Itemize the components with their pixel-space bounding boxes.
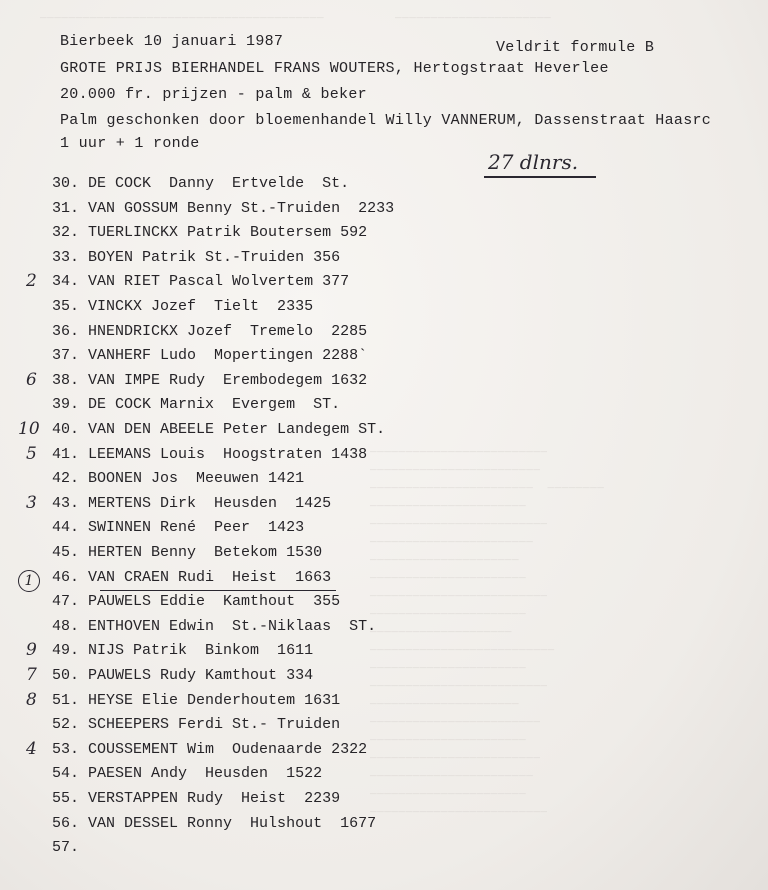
entry-number: 40. (52, 421, 80, 438)
placing-mark: 9 (26, 640, 37, 661)
show-through-texture: _________________________ ________________________ _______________________ ________ ______________________ _________________________ _______________________ _____________________ ______________________ _________________________ ______________________ ____________________ __________________________ ______________________ _________________________ _____________________ ________________________ ______________________ ________________________ _______________________ ______________________ _________________________ (370, 443, 605, 815)
entry-rider: TUERLINCKX Patrik Boutersem 592 (88, 224, 368, 242)
duration: 1 uur + 1 ronde (60, 135, 200, 152)
entry-rider: VAN RIET Pascal Wolvertem 377 (88, 273, 350, 291)
list-item (52, 323, 367, 340)
entry-rider: VANHERF Ludo Mopertingen 2288` (88, 347, 368, 365)
race-type: Veldrit formule B (496, 39, 655, 56)
entry-number: 50. (52, 667, 80, 684)
entry-number: 45. (52, 544, 80, 561)
list-item (52, 716, 340, 733)
place-date: Bierbeek 10 januari 1987 (60, 33, 284, 50)
winner-underline (100, 590, 336, 592)
entry-number: 39. (52, 396, 80, 414)
palm-donor: Palm geschonken door bloemenhandel Willy VANNERUM, Dassenstraat Haasrc (60, 112, 712, 129)
list-item (52, 495, 331, 512)
entry-rider: PAESEN Andy Heusden 1522 (88, 765, 323, 783)
entry-number: 30. (52, 175, 80, 192)
entry-rider: HNENDRICKX Jozef Tremelo 2285 (88, 322, 368, 340)
entry-number: 42. (52, 470, 80, 488)
list-item (52, 544, 322, 561)
list-item (52, 273, 349, 290)
entry-number: 51. (52, 691, 80, 709)
show-through-texture: ________________________________________ ______________________ (40, 9, 552, 21)
entry-number: 57. (52, 839, 80, 857)
entry-number: 49. (52, 642, 80, 660)
entry-number: 48. (52, 617, 80, 635)
entry-number: 46. (52, 568, 80, 586)
entry-number: 47. (52, 593, 80, 611)
list-item (52, 298, 313, 315)
list-item (52, 421, 385, 438)
entry-rider: NIJS Patrik Binkom 1611 (88, 642, 314, 660)
list-item (52, 175, 349, 192)
entry-number: 33. (52, 248, 80, 266)
entry-number: 52. (52, 716, 80, 734)
entry-rider: BOONEN Jos Meeuwen 1421 (88, 470, 305, 488)
entry-number: 35. (52, 298, 80, 315)
placing-mark: 1 (18, 570, 40, 592)
placing-mark: 6 (26, 369, 37, 390)
list-item (52, 692, 340, 709)
placing-mark: 5 (26, 443, 37, 464)
list-item (52, 396, 340, 413)
list-item (52, 815, 376, 832)
entry-rider: VAN CRAEN Rudi Heist 1663 (88, 568, 332, 586)
list-item (52, 642, 313, 659)
list-item (52, 765, 322, 782)
entry-rider: PAUWELS Eddie Kamthout 355 (88, 593, 341, 611)
placing-mark: 2 (26, 271, 37, 292)
entry-rider: MERTENS Dirk Heusden 1425 (88, 494, 332, 512)
entry-rider: VAN DEN ABEELE Peter Landegem ST. (88, 421, 386, 438)
entry-rider: DE COCK Marnix Evergem ST. (88, 396, 341, 414)
placing-mark: 10 (18, 419, 40, 439)
list-item (52, 741, 367, 758)
handwritten-total: 27 dlnrs. (488, 150, 579, 174)
entry-number: 54. (52, 765, 80, 783)
placing-mark: 7 (26, 665, 37, 685)
entry-number: 37. (52, 347, 80, 365)
entry-number: 44. (52, 519, 80, 537)
entry-rider: SCHEEPERS Ferdi St.- Truiden (88, 716, 341, 734)
list-item (52, 790, 340, 807)
entry-rider: VINCKX Jozef Tielt 2335 (88, 298, 314, 315)
placing-mark: 8 (26, 689, 37, 710)
entry-rider: LEEMANS Louis Hoogstraten 1438 (88, 445, 368, 463)
list-item (52, 667, 313, 684)
list-item (52, 347, 367, 364)
list-item (52, 593, 340, 610)
entry-rider: HERTEN Benny Betekom 1530 (88, 544, 323, 561)
entry-number: 43. (52, 494, 80, 512)
entry-number: 34. (52, 273, 80, 291)
entry-rider: PAUWELS Rudy Kamthout 334 (88, 667, 314, 684)
entry-rider: SWINNEN René Peer 1423 (88, 519, 305, 537)
entry-rider: DE COCK Danny Ertvelde St. (88, 175, 350, 192)
list-item (52, 200, 394, 217)
list-item (52, 839, 88, 856)
entry-rider: VERSTAPPEN Rudy Heist 2239 (88, 790, 341, 807)
placing-mark: 3 (26, 492, 37, 513)
entry-number: 36. (52, 322, 80, 340)
list-item (52, 618, 376, 635)
prizes: 20.000 fr. prijzen - palm & beker (60, 86, 367, 103)
list-item (52, 569, 331, 586)
entry-rider: COUSSEMENT Wim Oudenaarde 2322 (88, 740, 368, 758)
list-item (52, 372, 367, 389)
entry-rider: ENTHOVEN Edwin St.-Niklaas ST. (88, 617, 377, 635)
entry-rider: HEYSE Elie Denderhoutem 1631 (88, 691, 341, 709)
entry-number: 53. (52, 740, 80, 758)
placing-mark: 4 (26, 738, 37, 759)
entry-rider: VAN GOSSUM Benny St.-Truiden 2233 (88, 199, 395, 217)
entry-rider: BOYEN Patrik St.-Truiden 356 (88, 248, 341, 266)
entry-number: 38. (52, 371, 80, 389)
entry-rider: VAN DESSEL Ronny Hulshout 1677 (88, 814, 377, 832)
entry-number: 56. (52, 814, 80, 832)
list-item (52, 446, 367, 463)
entry-number: 31. (52, 199, 80, 217)
entry-number: 55. (52, 790, 80, 807)
list-item (52, 470, 304, 487)
list-item (52, 519, 304, 536)
race-name: GROTE PRIJS BIERHANDEL FRANS WOUTERS, Hertogstraat Heverlee (60, 60, 609, 77)
entry-number: 41. (52, 445, 80, 463)
entry-number: 32. (52, 224, 80, 242)
total-underline (484, 176, 596, 178)
entry-rider: VAN IMPE Rudy Erembodegem 1632 (88, 371, 368, 389)
list-item (52, 249, 340, 266)
list-item (52, 224, 367, 241)
